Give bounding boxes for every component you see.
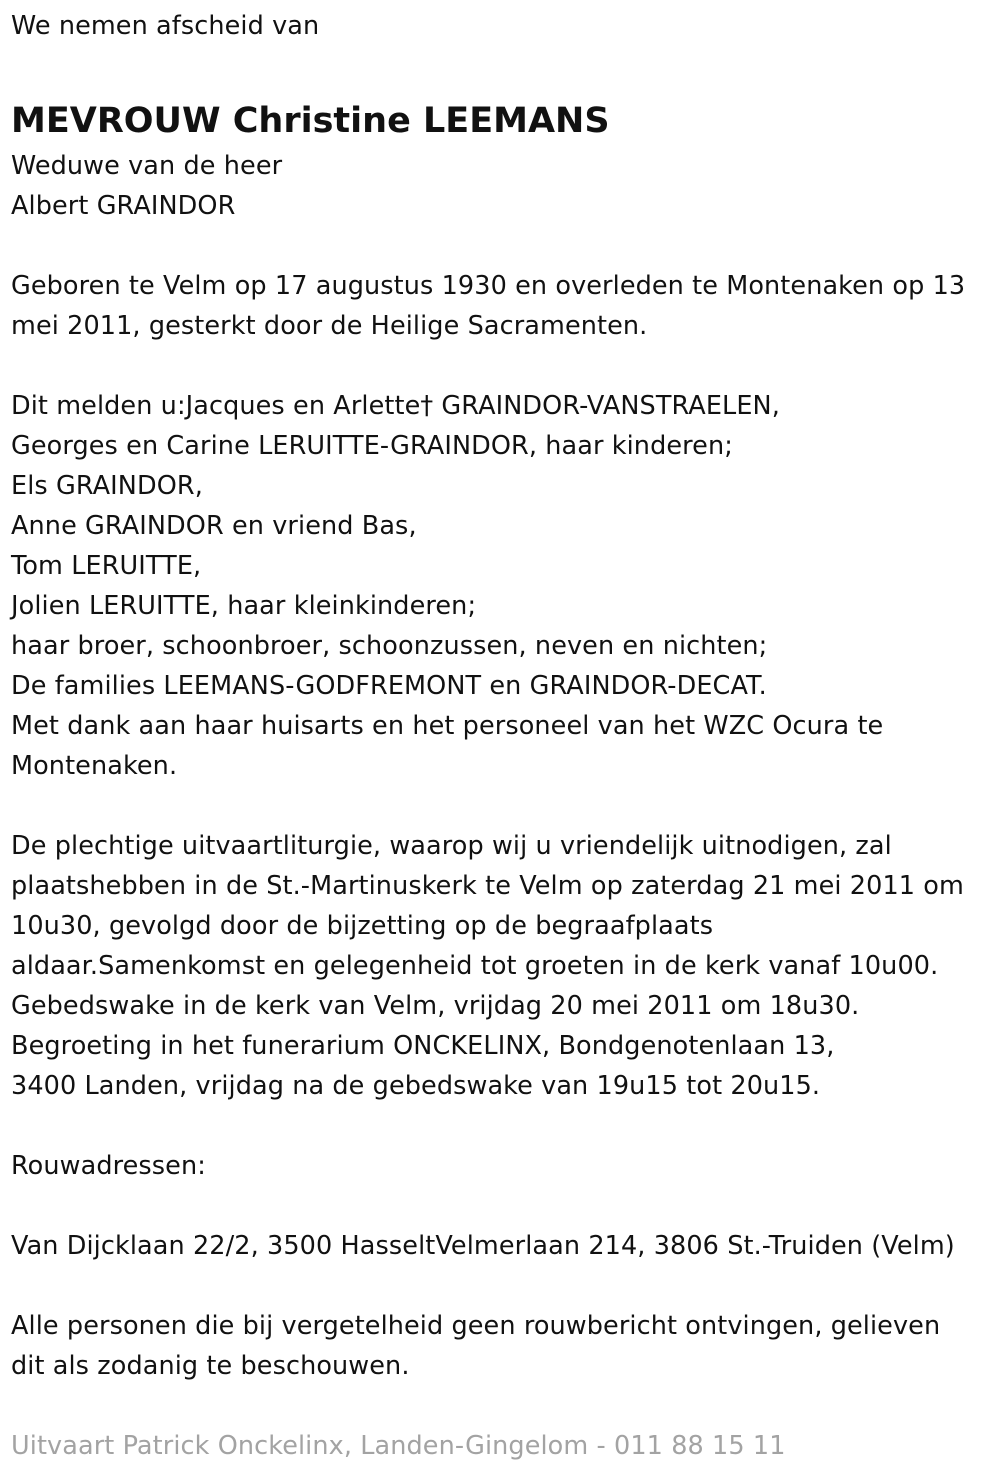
family-line: Met dank aan haar huisarts en het personeel van het WZC Ocura te	[11, 711, 884, 741]
funeral-line: 3400 Landen, vrijdag na de gebedswake van 19u15 tot 20u15.	[11, 1071, 821, 1101]
death-notice	[11, 6, 991, 1466]
funeral-line: Gebedswake in de kerk van Velm, vrijdag 20 mei 2011 om 18u30.	[11, 991, 860, 1021]
funeral-home-footer: Uitvaart Patrick Onckelinx, Landen-Gingelom - 011 88 15 11	[11, 1431, 786, 1461]
funeral-line: aldaar.Samenkomst en gelegenheid tot groeten in de kerk vanaf 10u00.	[11, 951, 939, 981]
spouse-line-2: Albert GRAINDOR	[11, 191, 236, 221]
family-list	[11, 386, 991, 786]
addresses-label: Rouwadressen:	[11, 1151, 206, 1181]
family-line: Dit melden u:Jacques en Arlette† GRAINDOR-VANSTRAELEN,	[11, 391, 780, 421]
family-line: haar broer, schoonbroer, schoonzussen, neven en nichten;	[11, 631, 768, 661]
family-line: Anne GRAINDOR en vriend Bas,	[11, 511, 417, 541]
family-line: Jolien LERUITTE, haar kleinkinderen;	[11, 591, 477, 621]
family-line: Georges en Carine LERUITTE-GRAINDOR, haar kinderen;	[11, 431, 733, 461]
funeral-line: Begroeting in het funerarium ONCKELINX, Bondgenotenlaan 13,	[11, 1031, 835, 1061]
birth-death-line-1: Geboren te Velm op 17 augustus 1930 en overleden te Montenaken op 13	[11, 271, 966, 301]
closing-line-1: Alle personen die bij vergetelheid geen rouwbericht ontvingen, gelieven	[11, 1311, 941, 1341]
intro-text: We nemen afscheid van	[11, 11, 320, 41]
deceased-name: MEVROUW Christine LEEMANS	[11, 101, 610, 141]
family-line: Tom LERUITTE,	[11, 551, 202, 581]
closing-line-2: dit als zodanig te beschouwen.	[11, 1351, 410, 1381]
spouse-line-1: Weduwe van de heer	[11, 151, 283, 181]
family-line: Montenaken.	[11, 751, 178, 781]
funeral-details	[11, 826, 991, 1106]
funeral-line: De plechtige uitvaartliturgie, waarop wij u vriendelijk uitnodigen, zal	[11, 831, 892, 861]
family-line: Els GRAINDOR,	[11, 471, 203, 501]
birth-death-line-2: mei 2011, gesterkt door de Heilige Sacramenten.	[11, 311, 648, 341]
family-line: De families LEEMANS-GODFREMONT en GRAINDOR-DECAT.	[11, 671, 767, 701]
funeral-line: plaatshebben in de St.-Martinuskerk te Velm op zaterdag 21 mei 2011 om	[11, 871, 964, 901]
mourning-addresses: Van Dijcklaan 22/2, 3500 HasseltVelmerlaan 214, 3806 St.-Truiden (Velm)	[11, 1231, 955, 1261]
funeral-line: 10u30, gevolgd door de bijzetting op de begraafplaats	[11, 911, 714, 941]
